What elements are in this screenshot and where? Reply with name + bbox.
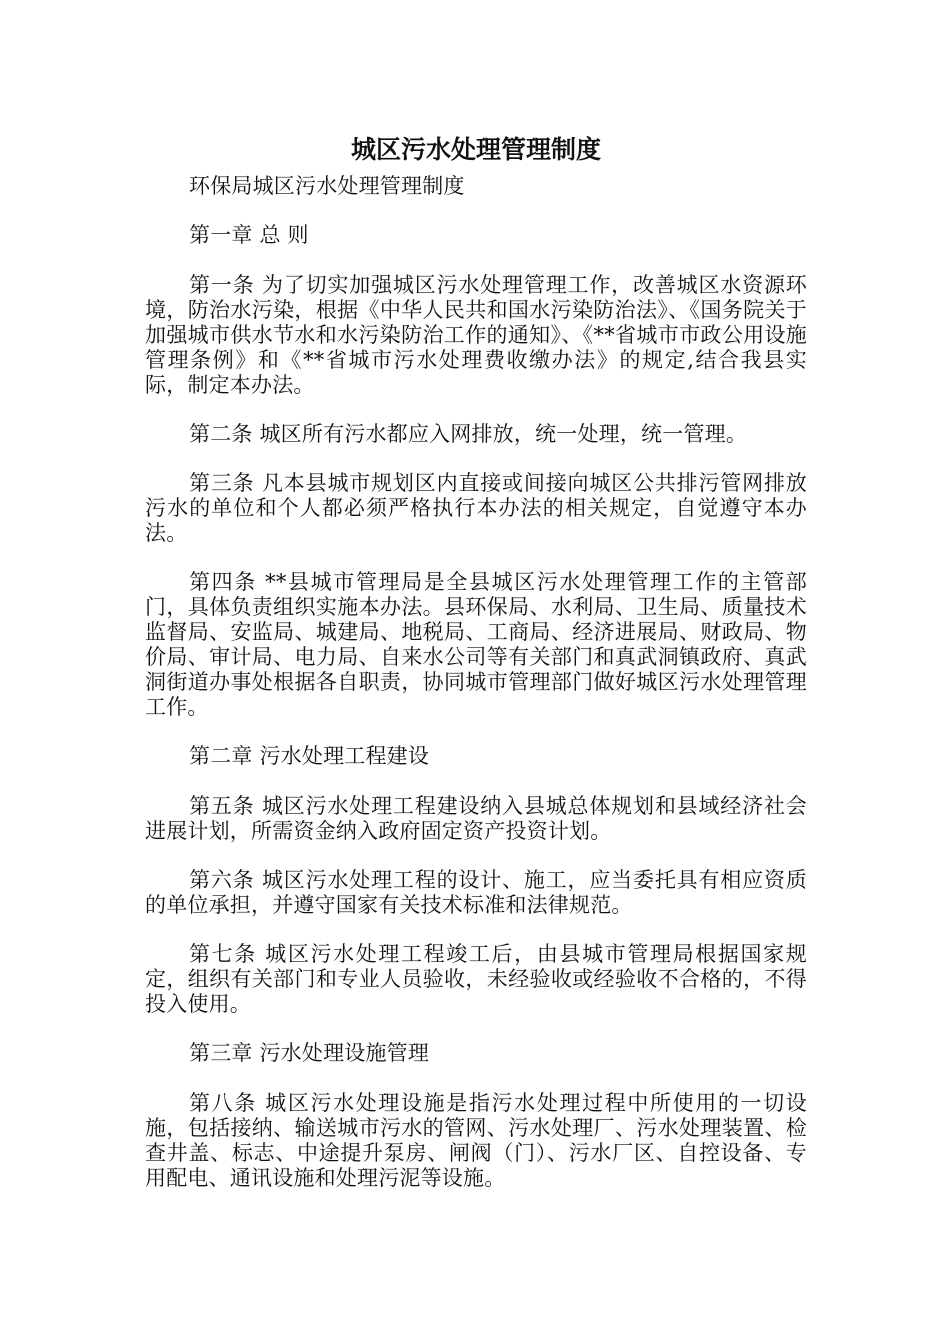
article-2: 第二条 城区所有污水都应入网排放，统一处理，统一管理。 <box>189 422 748 446</box>
article-3: 第三条 凡本县城市规划区内直接或间接向城区公共排污管网排放污水的单位和个人都必须严格执行本办法的相关规定，自觉遵守本办法。 <box>145 471 807 545</box>
article-7: 第七条 城区污水处理工程竣工后，由县城市管理局根据国家规定，组织有关部门和专业人员验收，未经验收或经验收不合格的，不得投入使用。 <box>145 942 807 1016</box>
article-1: 第一条 为了切实加强城区污水处理管理工作，改善城区水资源环境，防治水污染，根据《中华人民共和国水污染防治法》、《国务院关于加强城市供水节水和水污染防治工作的通知》、《**省城市市政公用设施管理条例》和《**省城市污水处理费收缴办法》的规定,结合我县实际，制定本办法。 <box>145 273 807 397</box>
document-page <box>145 132 807 1215</box>
article-8: 第八条 城区污水处理设施是指污水处理过程中所使用的一切设施，包括接纳、输送城市污水的管网、污水处理厂、污水处理装置、检查井盖、标志、中途提升泵房、闸阀（门）、污水厂区、自控设备、专用配电、通讯设施和处理污泥等设施。 <box>145 1091 807 1190</box>
chapter-heading-1: 第一章 总 则 <box>189 223 309 247</box>
document-subtitle: 环保局城区污水处理管理制度 <box>189 174 465 198</box>
document-title: 城区污水处理管理制度 <box>350 135 601 164</box>
article-6: 第六条 城区污水处理工程的设计、施工，应当委托具有相应资质的单位承担，并遵守国家有关技术标准和法律规范。 <box>145 868 807 917</box>
chapter-heading-3: 第三章 污水处理设施管理 <box>189 1041 430 1065</box>
article-4: 第四条 **县城市管理局是全县城区污水处理管理工作的主管部门，具体负责组织实施本办法。县环保局、水利局、卫生局、质量技术监督局、安监局、城建局、地税局、工商局、经济进展局、财政局、物价局、审计局、电力局、自来水公司等有关部门和真武洞镇政府、真武洞街道办事处根据各自职责，协同城市管理部门做好城区污水处理管理工作。 <box>145 570 807 719</box>
article-5: 第五条 城区污水处理工程建设纳入县城总体规划和县域经济社会进展计划，所需资金纳入政府固定资产投资计划。 <box>145 794 807 843</box>
chapter-heading-2: 第二章 污水处理工程建设 <box>189 744 430 768</box>
